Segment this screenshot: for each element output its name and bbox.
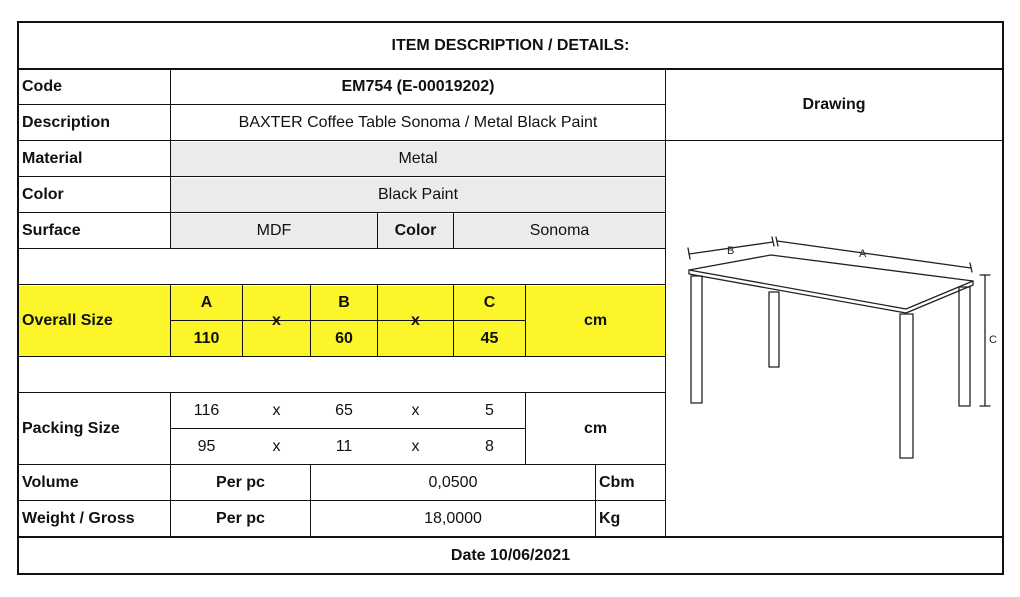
overall-unit: cm: [583, 311, 608, 329]
dim-b-label: B: [727, 245, 735, 257]
packing-row2-times-2: x: [411, 437, 420, 455]
volume-per: Per pc: [216, 473, 265, 491]
weight-per: Per pc: [216, 509, 265, 527]
date-footer: Date 10/06/2021: [450, 546, 571, 564]
surface-label: Surface: [22, 221, 81, 239]
overall-value-b: 60: [335, 329, 353, 347]
packing-unit: cm: [583, 419, 608, 437]
overall-times-2: x: [411, 311, 420, 329]
weight-unit: Kg: [599, 509, 621, 527]
packing-row1-times-2: x: [411, 401, 420, 419]
packing-row2-a: 95: [197, 437, 216, 455]
table-drawing: [667, 142, 1003, 536]
overall-header-a: A: [200, 293, 213, 311]
packing-row1-times-1: x: [272, 401, 281, 419]
packing-row1-c: 5: [485, 401, 494, 419]
packing-row2-times-1: x: [272, 437, 281, 455]
rule-drawing-label: [665, 140, 1004, 141]
dim-a-line: [777, 241, 971, 268]
sheet-title: ITEM DESCRIPTION / DETAILS:: [391, 36, 630, 54]
code-value: EM754 (E-00019202): [341, 78, 495, 95]
surface-color-label: Color: [394, 221, 437, 239]
table-top-edge: [689, 270, 973, 313]
packing-row1-a: 116: [193, 401, 220, 419]
border-bottom: [17, 573, 1004, 575]
rule-overall: [17, 356, 665, 357]
leg-back: [769, 292, 779, 367]
overall-size-label: Overall Size: [22, 311, 113, 329]
packing-row2-b: 11: [335, 437, 353, 455]
overall-times-1: x: [272, 311, 281, 329]
weight-value: 18,0000: [424, 509, 482, 527]
weight-label: Weight / Gross: [22, 509, 135, 527]
rule-surface: [17, 248, 665, 249]
description-label: Description: [22, 113, 111, 131]
leg-left: [691, 276, 702, 403]
volume-value: 0,0500: [428, 473, 478, 491]
overall-header-b: B: [338, 293, 350, 311]
leg-right: [959, 287, 970, 406]
leg-front: [900, 314, 913, 458]
overall-value-a: 110: [193, 329, 220, 347]
material-value: Metal: [398, 149, 438, 167]
drawing-label: Drawing: [802, 96, 866, 113]
surface-color-value: Sonoma: [529, 221, 590, 239]
color-value: Black Paint: [377, 185, 459, 203]
overall-header-c: C: [483, 293, 496, 311]
dim-c-label: C: [989, 334, 997, 346]
color-label: Color: [22, 185, 64, 203]
surface-value: MDF: [256, 221, 292, 239]
volume-unit: Cbm: [599, 473, 635, 491]
material-label: Material: [22, 149, 83, 167]
packing-row2-c: 8: [485, 437, 494, 455]
description-value: BAXTER Coffee Table Sonoma / Metal Black Paint: [238, 113, 598, 131]
overall-value-c: 45: [480, 329, 499, 347]
dim-a-label: A: [859, 248, 867, 260]
packing-size-label: Packing Size: [22, 419, 120, 437]
volume-label: Volume: [22, 473, 79, 491]
packing-row1-b: 65: [335, 401, 353, 419]
code-label: Code: [22, 78, 62, 95]
